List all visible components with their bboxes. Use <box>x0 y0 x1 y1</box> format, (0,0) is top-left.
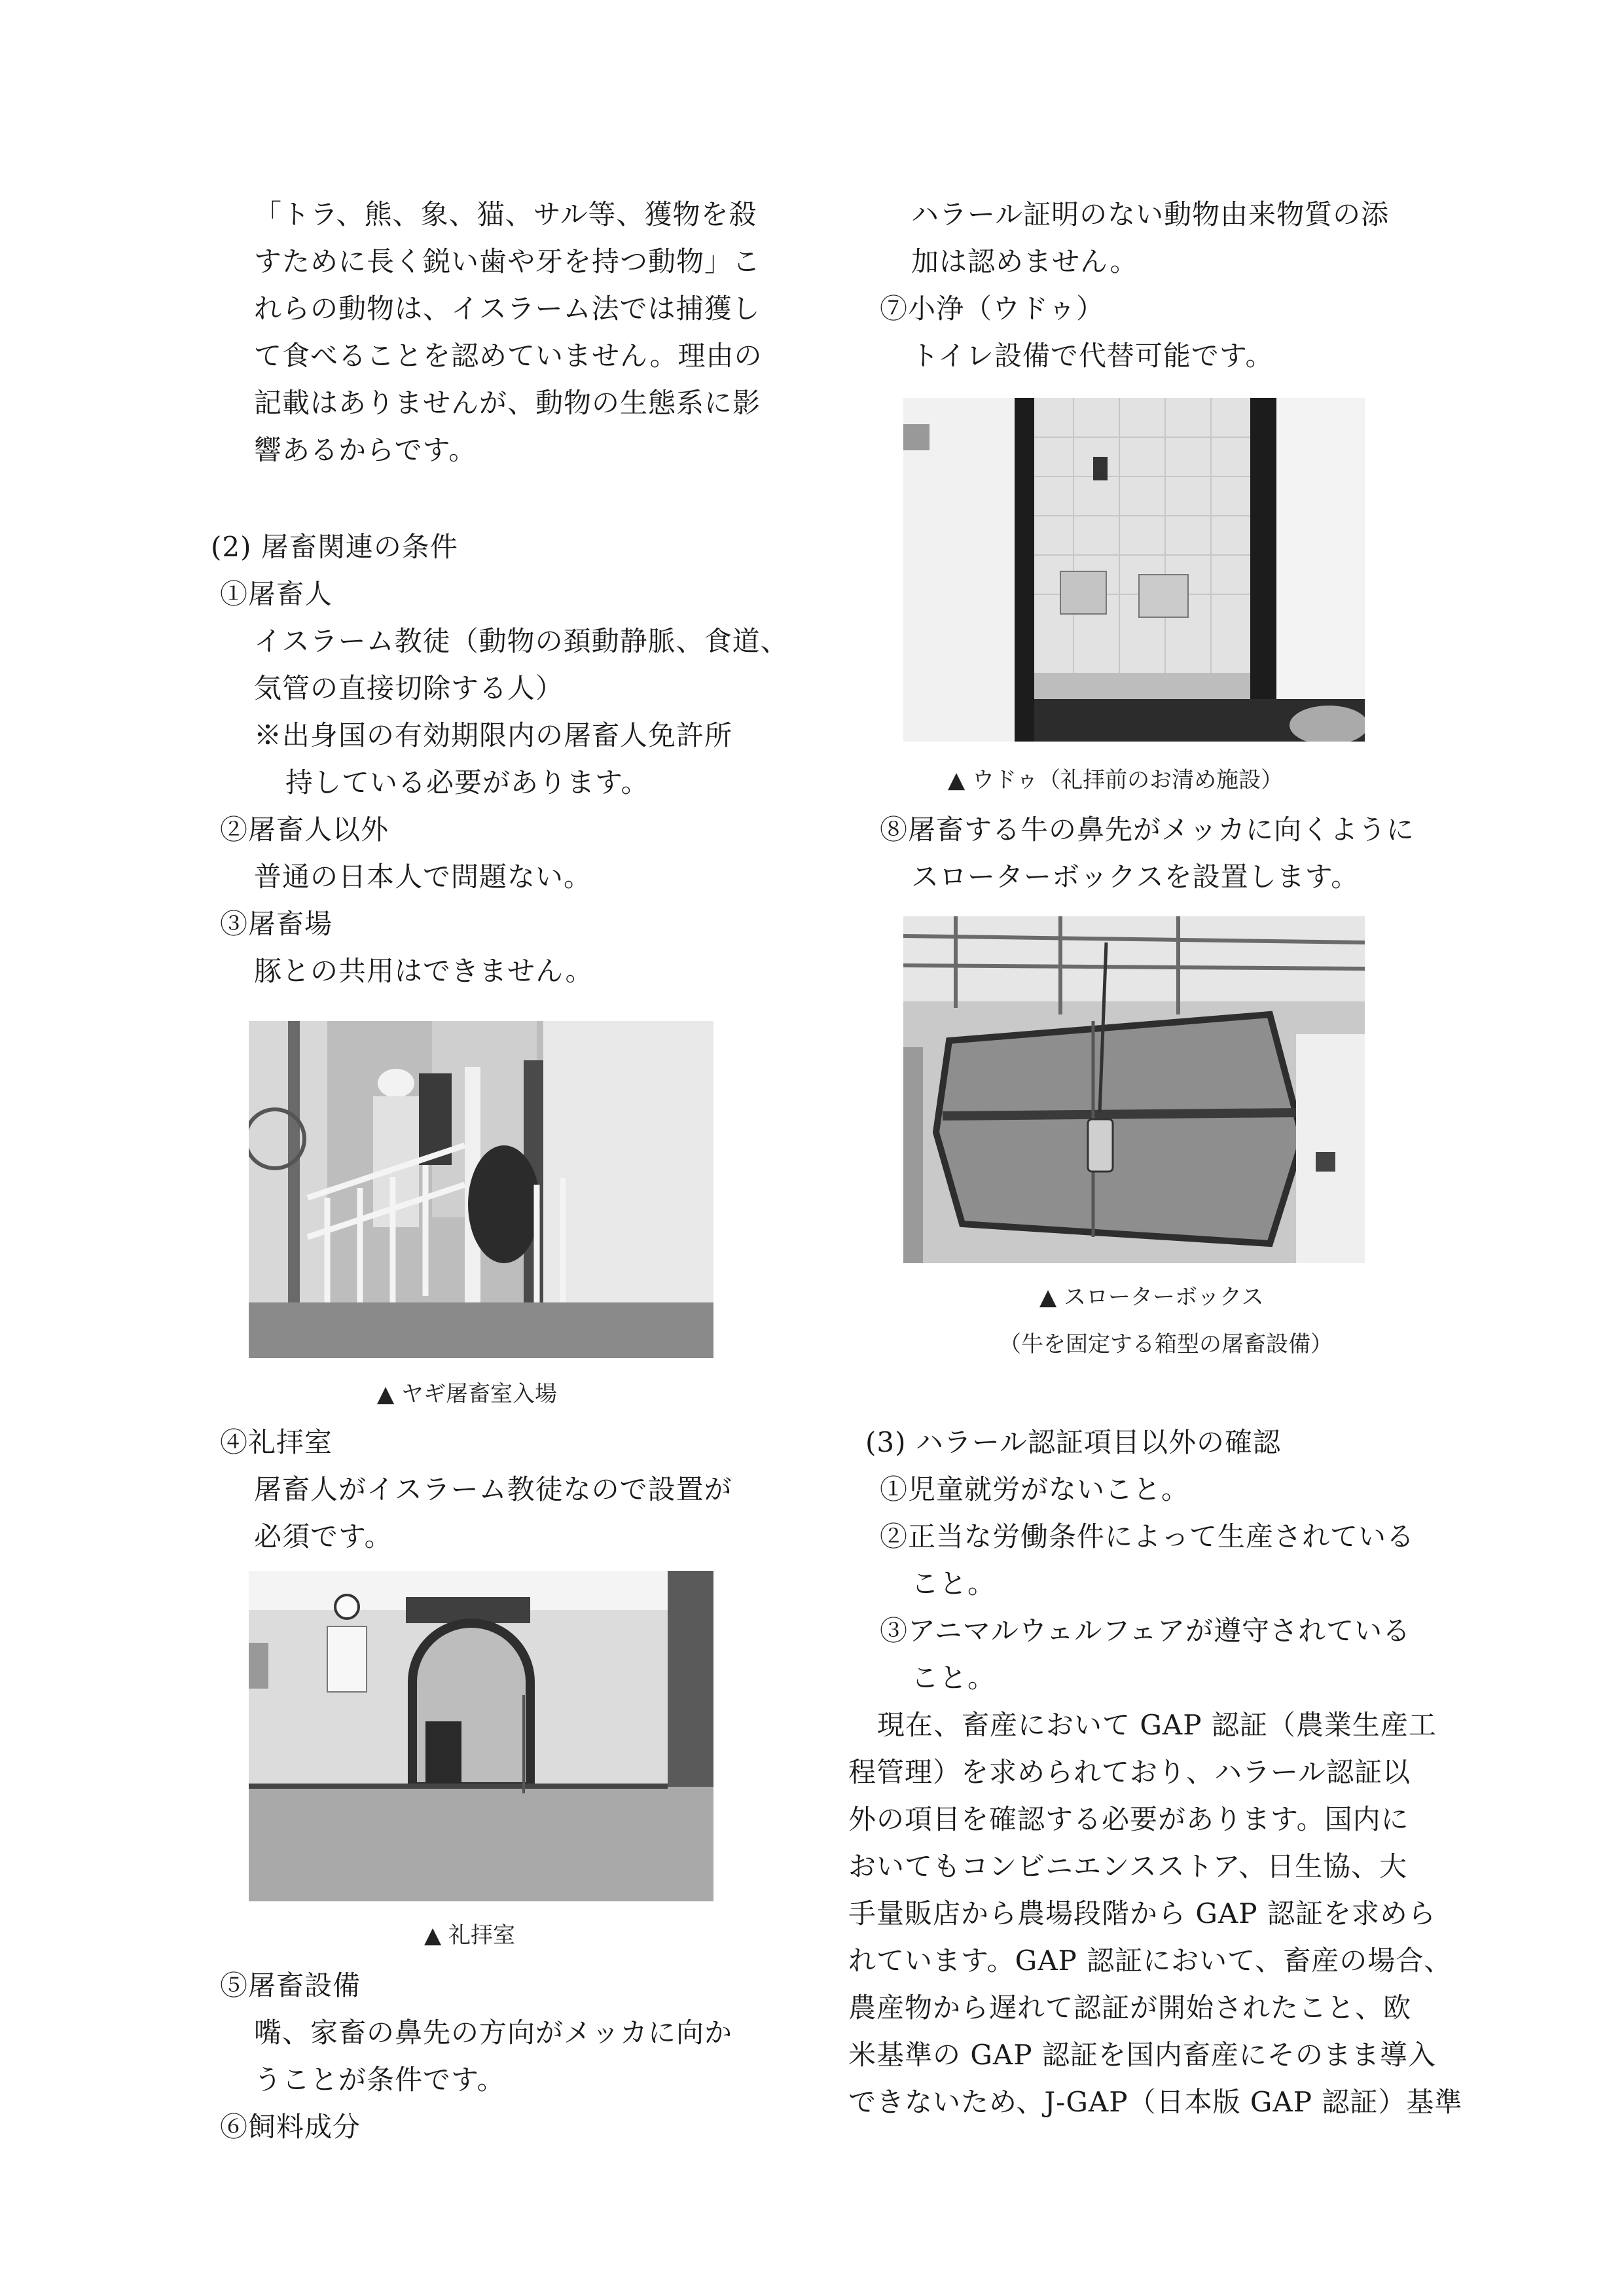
item6-title: ⑥飼料成分 <box>220 2111 361 2143</box>
slaughter-box-photo <box>903 916 1365 1263</box>
intro-line-4: て食べることを認めていません。理由の <box>254 340 763 372</box>
item8-line-2: スローターボックスを設置します。 <box>911 861 1360 893</box>
body-line-2: 程管理）を求められており、ハラール認証以 <box>848 1756 1411 1788</box>
item3-line: 豚との共用はできません。 <box>254 955 594 987</box>
body-line-7: 農産物から遅れて認証が開始されたこと、欧 <box>848 1992 1412 2024</box>
item1-title: ①屠畜人 <box>220 578 333 610</box>
body-line-8: 米基準の GAP 認証を国内畜産にそのまま導入 <box>848 2039 1436 2071</box>
item7-title: ⑦小浄（ウドゥ） <box>880 293 1104 325</box>
check-item-3: ③アニマルウェルフェアが遵守されている <box>880 1615 1411 1647</box>
item6-line-2: 加は認めません。 <box>911 245 1138 278</box>
body-line-6: れています。GAP 認証において、畜産の場合、 <box>848 1945 1453 1977</box>
check-item-2-cont: こと。 <box>911 1568 996 1600</box>
check-item-1: ①児童就労がないこと。 <box>880 1473 1190 1505</box>
item1-line-1: イスラーム教徒（動物の頚動静脈、食道、 <box>254 625 789 657</box>
item3-title: ③屠畜場 <box>220 908 333 940</box>
intro-line-2: すために長く鋭い歯や牙を持つ動物」こ <box>254 245 761 278</box>
intro-line-5: 記載はありませんが、動物の生態系に影 <box>254 387 761 419</box>
body-line-9: できないため、J-GAP（日本版 GAP 認証）基準 <box>848 2086 1463 2118</box>
intro-line-6: 響あるからです。 <box>254 434 477 466</box>
caption-goat-room: ▲ ヤギ屠畜室入場 <box>377 1381 557 1407</box>
caption-slaughter-box-1: ▲ スローターボックス <box>1039 1284 1264 1310</box>
check-item-3-cont: こと。 <box>911 1662 996 1694</box>
section3-heading: (3) ハラール認証項目以外の確認 <box>865 1426 1282 1458</box>
body-line-4: おいてもコンビニエンスストア、日生協、大 <box>848 1850 1408 1882</box>
body-line-3: 外の項目を確認する必要があります。国内に <box>848 1803 1409 1835</box>
item5-line-1: 嘴、家畜の鼻先の方向がメッカに向か <box>254 2017 733 2049</box>
item1-line-2: 気管の直接切除する人） <box>254 672 564 704</box>
intro-line-1: 「トラ、熊、象、猫、サル等、獲物を殺 <box>254 198 757 230</box>
item6-line-1: ハラール証明のない動物由来物質の添 <box>911 198 1390 230</box>
item4-line-2: 必須です。 <box>254 1520 393 1552</box>
item5-title: ⑤屠畜設備 <box>220 1969 361 2001</box>
prayer-room-photo <box>249 1571 713 1901</box>
item2-line: 普通の日本人で問題ない。 <box>254 861 592 893</box>
item2-title: ②屠畜人以外 <box>220 814 389 846</box>
item8-line-1: ⑧屠畜する牛の鼻先がメッカに向くように <box>880 814 1415 846</box>
body-line-1: 現在、畜産において GAP 認証（農業生産工 <box>877 1709 1437 1741</box>
item7-line: トイレ設備で代替可能です。 <box>911 340 1274 372</box>
body-line-5: 手量販店から農場段階から GAP 認証を求めら <box>848 1897 1436 1929</box>
item4-title: ④礼拝室 <box>220 1426 333 1458</box>
wudu-facility-photo <box>903 398 1365 742</box>
check-item-2: ②正当な労働条件によって生産されている <box>880 1520 1415 1552</box>
item1-note-1: ※出身国の有効期限内の屠畜人免許所 <box>254 719 733 751</box>
item4-line-1: 屠畜人がイスラーム教徒なので設置が <box>254 1473 732 1505</box>
caption-wudu: ▲ ウドゥ（礼拝前のお清め施設） <box>948 767 1284 793</box>
item5-line-2: うことが条件です。 <box>254 2064 505 2096</box>
caption-prayer-room: ▲ 礼拝室 <box>424 1922 515 1948</box>
item1-note-2: 持している必要があります。 <box>285 766 649 798</box>
intro-line-3: れらの動物は、イスラーム法では捕獲し <box>254 293 761 325</box>
goat-slaughter-room-photo <box>249 1021 713 1358</box>
caption-slaughter-box-2: （牛を固定する箱型の屠畜設備） <box>999 1331 1333 1357</box>
section2-heading: (2) 屠畜関連の条件 <box>211 531 458 563</box>
